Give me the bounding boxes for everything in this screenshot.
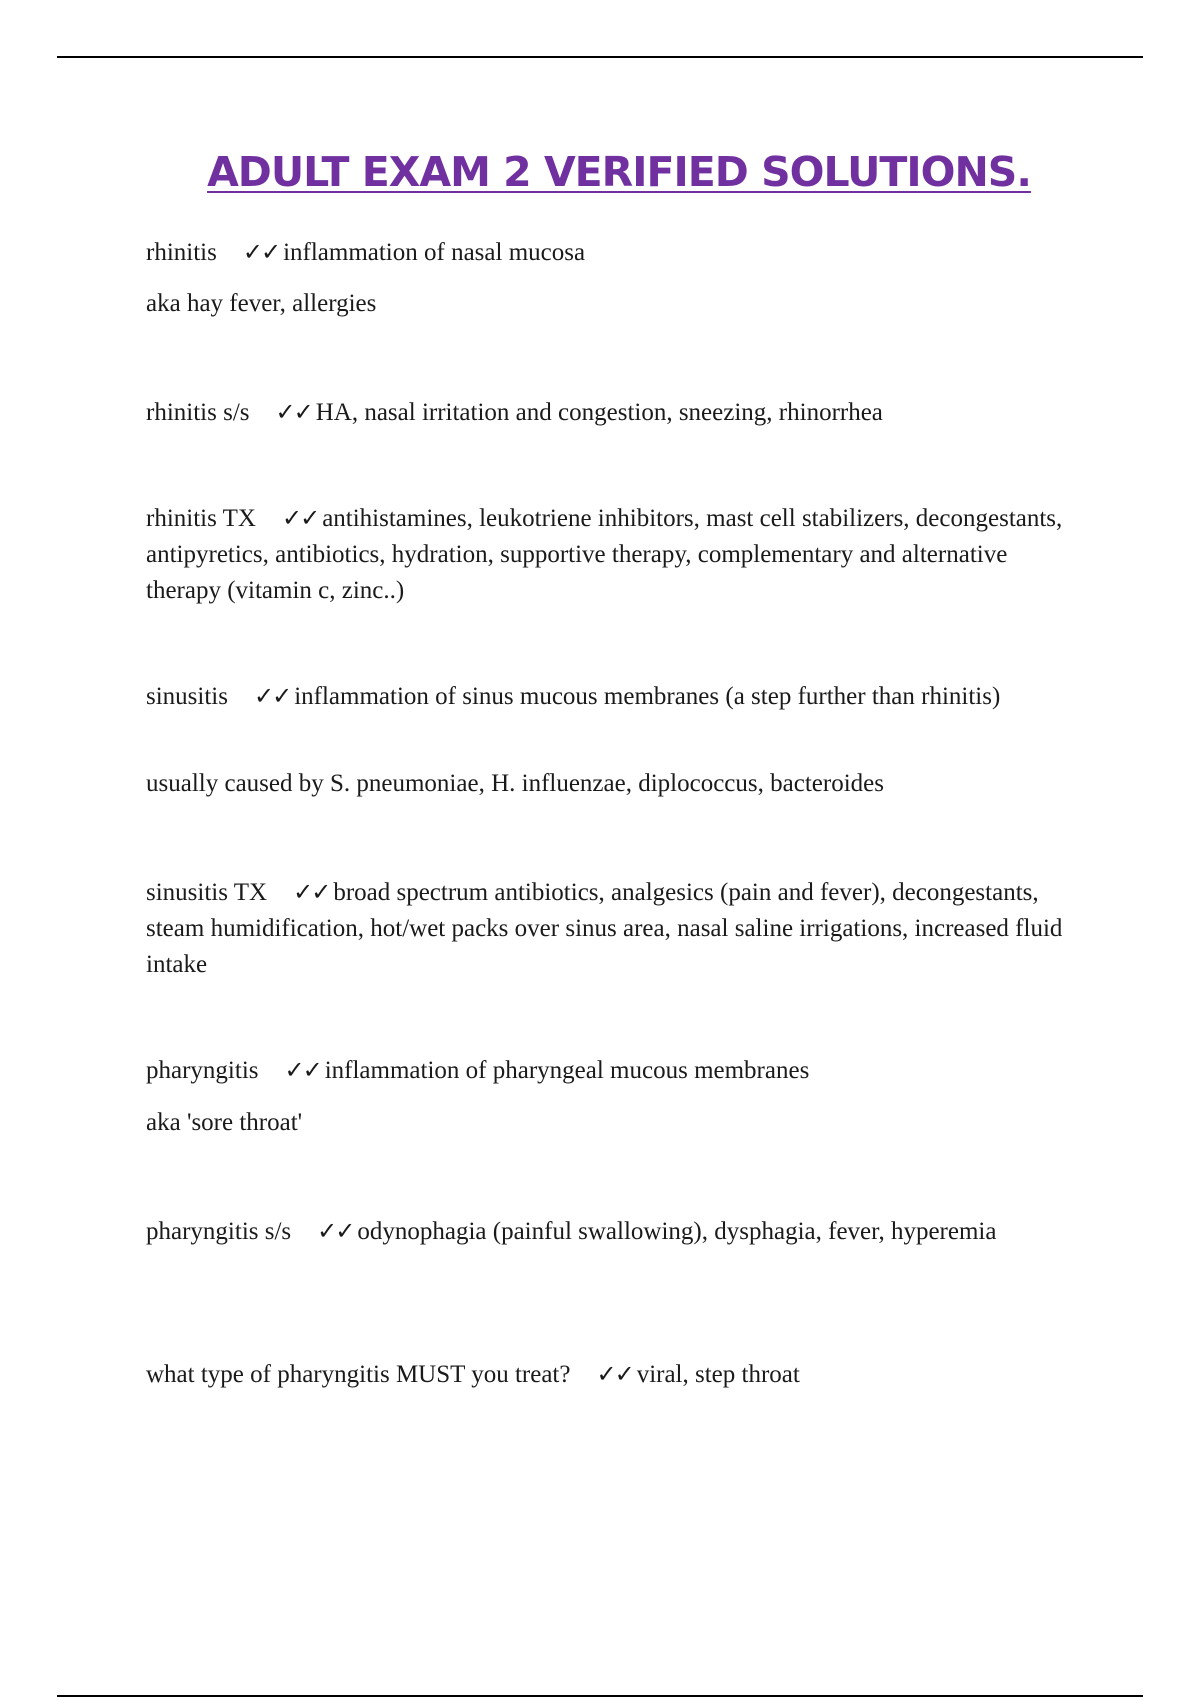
double-check-icon: ✓✓ bbox=[253, 682, 291, 710]
entry-definition: inflammation of sinus mucous membranes (a step further than rhinitis) bbox=[294, 683, 1001, 710]
document-title bbox=[0, 148, 1200, 196]
double-check-icon: ✓✓ bbox=[242, 238, 280, 266]
top-rule bbox=[57, 56, 1143, 58]
entry-rhinitis-ss bbox=[146, 394, 1076, 431]
entry-pharyngitis bbox=[146, 1052, 1076, 1089]
document-title-text: ADULT EXAM 2 VERIFIED SOLUTIONS. bbox=[207, 148, 1031, 196]
double-check-icon: ✓✓ bbox=[293, 878, 330, 906]
entry-term: pharyngitis s/s bbox=[146, 1218, 292, 1245]
entry-sinusitis-tx bbox=[146, 874, 1076, 983]
entry-rhinitis-tx bbox=[146, 500, 1076, 609]
double-check-icon: ✓✓ bbox=[317, 1217, 354, 1245]
entry-term: rhinitis TX bbox=[146, 505, 256, 532]
entry-note: aka hay fever, allergies bbox=[146, 290, 377, 317]
double-check-icon: ✓✓ bbox=[275, 398, 312, 426]
entry-definition: broad spectrum antibiotics, analgesics (pain and fever), decongestants, steam humidification, hot/wet packs over sinus area, nasal saline irrigations, increased fluid intake bbox=[146, 879, 1063, 978]
entry-definition: inflammation of nasal mucosa bbox=[283, 239, 586, 266]
entry-term: pharyngitis bbox=[146, 1057, 259, 1084]
entry-term: sinusitis bbox=[146, 683, 228, 710]
entry-definition: HA, nasal irritation and congestion, sneezing, rhinorrhea bbox=[315, 399, 883, 426]
entry-term: what type of pharyngitis MUST you treat? bbox=[146, 1361, 571, 1388]
double-check-icon: ✓✓ bbox=[596, 1360, 633, 1388]
entry-note: usually caused by S. pneumoniae, H. influenzae, diplococcus, bacteroides bbox=[146, 770, 884, 797]
entry-definition: inflammation of pharyngeal mucous membranes bbox=[324, 1057, 810, 1084]
entry-term: rhinitis bbox=[146, 239, 217, 266]
entry-pharyngitis-ss bbox=[146, 1213, 1076, 1250]
bottom-rule bbox=[57, 1695, 1143, 1697]
entry-term: rhinitis s/s bbox=[146, 399, 250, 426]
entry-definition: viral, step throat bbox=[636, 1361, 800, 1388]
entry-pharyngitis-treat bbox=[146, 1356, 1076, 1393]
double-check-icon: ✓✓ bbox=[281, 504, 319, 532]
entry-term: sinusitis TX bbox=[146, 879, 268, 906]
entry-definition: odynophagia (painful swallowing), dysphagia, fever, hyperemia bbox=[357, 1218, 997, 1245]
entry-sinusitis bbox=[146, 678, 1076, 715]
entry-note: aka 'sore throat' bbox=[146, 1109, 303, 1136]
double-check-icon: ✓✓ bbox=[284, 1056, 321, 1084]
entry-definition: antihistamines, leukotriene inhibitors, mast cell stabilizers, decongestants, antipyretics, antibiotics, hydration, supportive therapy, complementary and alternative therapy (vitamin c, zinc..) bbox=[146, 505, 1063, 604]
entry-rhinitis bbox=[146, 234, 1076, 271]
